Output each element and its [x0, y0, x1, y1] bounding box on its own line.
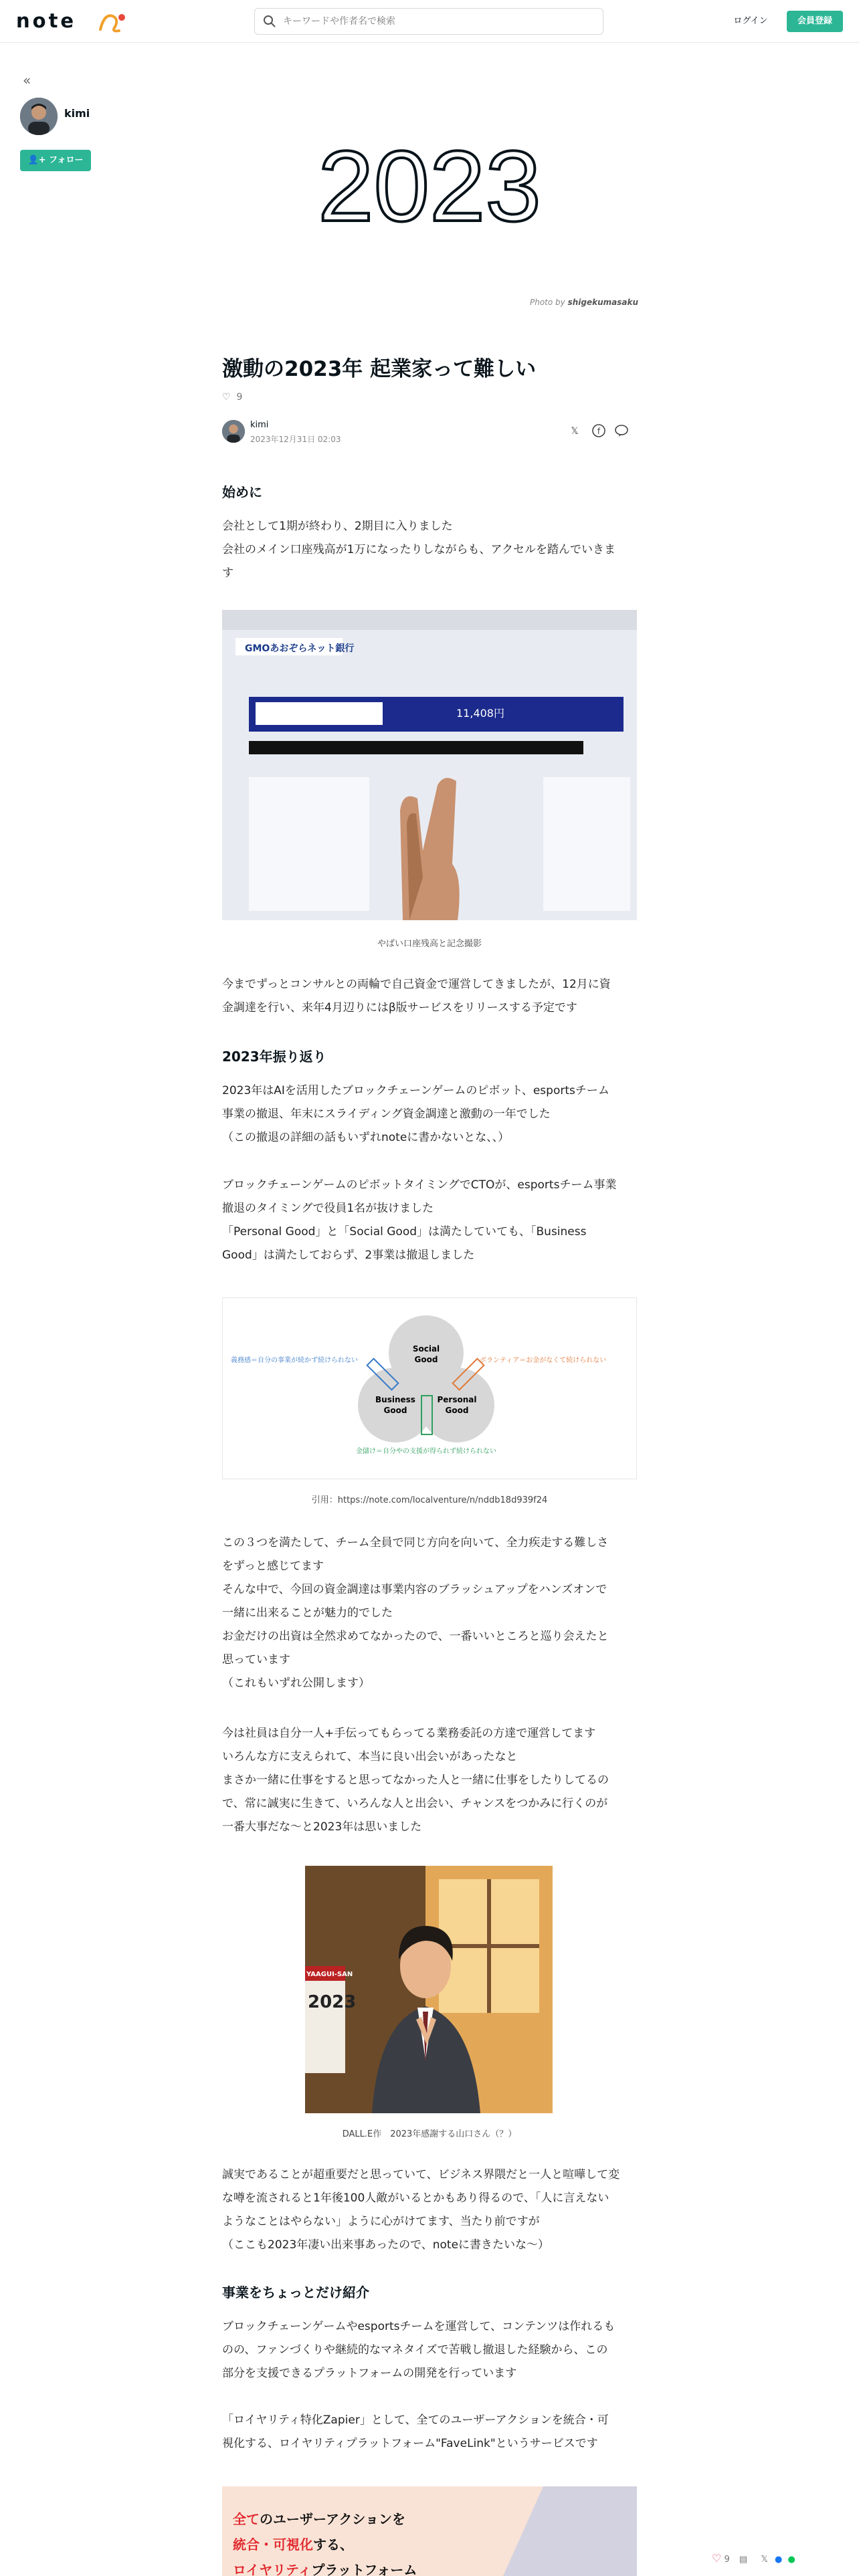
floating-heart-icon[interactable]: ♡: [712, 2552, 722, 2565]
dalle-illustration: [305, 1866, 553, 2113]
venn-caption[interactable]: 引用：https://note.com/localventure/n/nddb18d939f24: [311, 1495, 548, 1505]
like-row[interactable]: [222, 392, 242, 403]
illustration-sign: YAAGUI-SAN: [306, 1971, 353, 1978]
follow-button[interactable]: [20, 150, 91, 171]
bank-balance: 11,408円: [456, 707, 504, 720]
signup-button[interactable]: 会員登録: [787, 11, 843, 32]
add-user-icon: 👤+: [27, 155, 46, 165]
svg-text:Social: Social: [412, 1344, 440, 1354]
author-avatar[interactable]: [20, 98, 58, 135]
svg-text:Personal: Personal: [437, 1395, 477, 1404]
photo-credit[interactable]: [508, 298, 638, 307]
paragraph-7: 誠実であることが超重要だと思っていて、ビジネス界隈だと一人と喧嘩して変 な噂を流されると1年後100人敵がいるとかもあり得るので、「人に言えない ようなことはやらない」ように心がけてます、当たり前ですが （ここも2023年凄い出来事あったので、noteに書きたいな〜）: [222, 2168, 620, 2252]
paragraph-3: 2023年はAIを活用したブロックチェーンゲームのピボット、esportsチーム 事業の撤退、年末にスライディング資金調達と激動の一年でした （この撤退の詳細の話もいずれnoteに書かないとな、、）: [222, 1084, 609, 1144]
illustration-caption: DALL.E作 2023年感謝する山口さん（？）: [342, 2129, 517, 2139]
paragraph-2: 今までずっとコンサルとの両輪で自己資金で運営してきましたが、12月に資 金調達を行い、来年4月辺りにはβ版サービスをリリースする予定です: [222, 978, 611, 1014]
svg-text:Business: Business: [375, 1395, 415, 1404]
heading-business: 事業をちょっとだけ紹介: [222, 2284, 369, 2300]
share-x-icon[interactable]: 𝕏: [571, 426, 579, 437]
floating-facebook-icon[interactable]: ●: [774, 2555, 783, 2565]
share-facebook-icon[interactable]: [591, 424, 606, 439]
floating-x-icon[interactable]: 𝕏: [761, 2555, 768, 2565]
hero-text: 2023: [318, 130, 541, 242]
search-box[interactable]: [254, 8, 603, 35]
svg-text:Good: Good: [383, 1406, 407, 1415]
paragraph-4: ブロックチェーンゲームのピボットタイミングでCTOが、esportsチーム事業 撤退のタイミングで役員1名が抜けました 「Personal Good」と「Social Good」は満たしていても、「Business Good」は満たしておらず、2事業は撤退しました: [222, 1178, 617, 1262]
search-input[interactable]: [283, 14, 591, 29]
svg-text:統合・可視化する、: 統合・可視化する、: [233, 2537, 353, 2553]
venn-diagram: [222, 1297, 637, 1479]
heart-icon[interactable]: ♡: [222, 392, 231, 403]
svg-text:f: f: [597, 427, 601, 436]
meta-author-avatar[interactable]: [222, 420, 245, 443]
svg-text:金儲け＝自分やの支援が得られず続けられない: 金儲け＝自分やの支援が得られず続けられない: [356, 1448, 496, 1455]
meta-author-name[interactable]: kimi: [250, 420, 269, 430]
logo-text: note: [16, 9, 77, 32]
top-header: [0, 0, 859, 43]
floating-like-count: 9: [724, 2555, 730, 2565]
paragraph-1: 会社として1期が終わり、2期目に入りました 会社のメイン口座残高が1万になったりしながらも、アクセルを踏んでいきま す: [222, 520, 615, 580]
svg-text:ロイヤリティプラットフォーム: ロイヤリティプラットフォーム: [233, 2562, 417, 2576]
illustration-calendar: 2023: [308, 1992, 357, 2012]
article-title: 激動の2023年 起業家って難しい: [222, 357, 537, 381]
hero-image: [222, 120, 637, 281]
paragraph-8: ブロックチェーンゲームやesportsチームを運営して、コンテンツは作れるも のの、ファンづくりや継続的なマネタイズで苦戦し撤退した経験から、この 部分を支援できるプラットフォームの開発を行っています: [222, 2320, 615, 2380]
photo-by-prefix: Photo by: [529, 298, 565, 307]
bank-name: GMOあおぞらネット銀行: [245, 643, 355, 654]
photo-by-author[interactable]: shigekumasaku: [567, 298, 638, 307]
note-logo[interactable]: [16, 9, 76, 32]
login-link[interactable]: ログイン: [733, 16, 768, 26]
paragraph-9: 「ロイヤリティ特化Zapier」として、全てのユーザーアクションを統合・可 視化する、ロイヤリティプラットフォーム"FaveLink"というサービスです: [222, 2413, 609, 2450]
like-count: 9: [236, 392, 243, 403]
follow-label: フォロー: [49, 155, 84, 165]
favelink-banner: [222, 2486, 637, 2576]
svg-text:全てのユーザーアクションを: 全てのユーザーアクションを: [233, 2511, 405, 2527]
floating-line-icon[interactable]: ●: [787, 2555, 795, 2565]
svg-text:Good: Good: [414, 1355, 438, 1364]
bank-balance-photo: [222, 610, 637, 920]
share-line-icon[interactable]: [614, 424, 629, 439]
search-icon: [263, 15, 276, 28]
publish-date: 2023年12月31日 02:03: [250, 435, 341, 444]
svg-text:Good: Good: [445, 1406, 469, 1415]
heading-intro: 始めに: [222, 484, 262, 500]
bank-photo-caption: やばい口座残高と記念撮影: [377, 939, 482, 949]
svg-text:義務感＝自分の事業が続かず続けられない: 義務感＝自分の事業が続かず続けられない: [231, 1357, 358, 1364]
floating-magazine-icon[interactable]: ▤: [739, 2555, 748, 2565]
collapse-sidebar-icon[interactable]: «: [23, 72, 31, 88]
svg-text:ボランティア＝お金がなくて続けられない: ボランティア＝お金がなくて続けられない: [480, 1357, 607, 1364]
floating-action-bar: [712, 2552, 852, 2568]
paragraph-5: この３つを満たして、チーム全員で同じ方向を向いて、全力疾走する難しさ をずっと感じてます そんな中で、今回の資金調達は事業内容のブラッシュアップをハンズオンで 一緒に出来ることが魅力的でした お金だけの出資は全然求めてなかったので、一番いいところと巡り会えたと 思っています （これもいずれ公開します）: [222, 1536, 609, 1690]
sidebar-author-name[interactable]: kimi: [64, 107, 90, 120]
anniversary-ornament-icon: [96, 9, 126, 35]
paragraph-6: 今は社員は自分一人+手伝ってもらってる業務委託の方達で運営してます いろんな方に支えられて、本当に良い出会いがあったなと まさか一緒に仕事をすると思ってなかった人と一緒に仕事をしたりしてるの で、常に誠実に生きて、いろんな人と出会い、チャンスをつかみに行くのが 一番大事だな〜と2023年は思いました: [222, 1727, 609, 1834]
heading-review: 2023年振り返り: [222, 1049, 326, 1065]
